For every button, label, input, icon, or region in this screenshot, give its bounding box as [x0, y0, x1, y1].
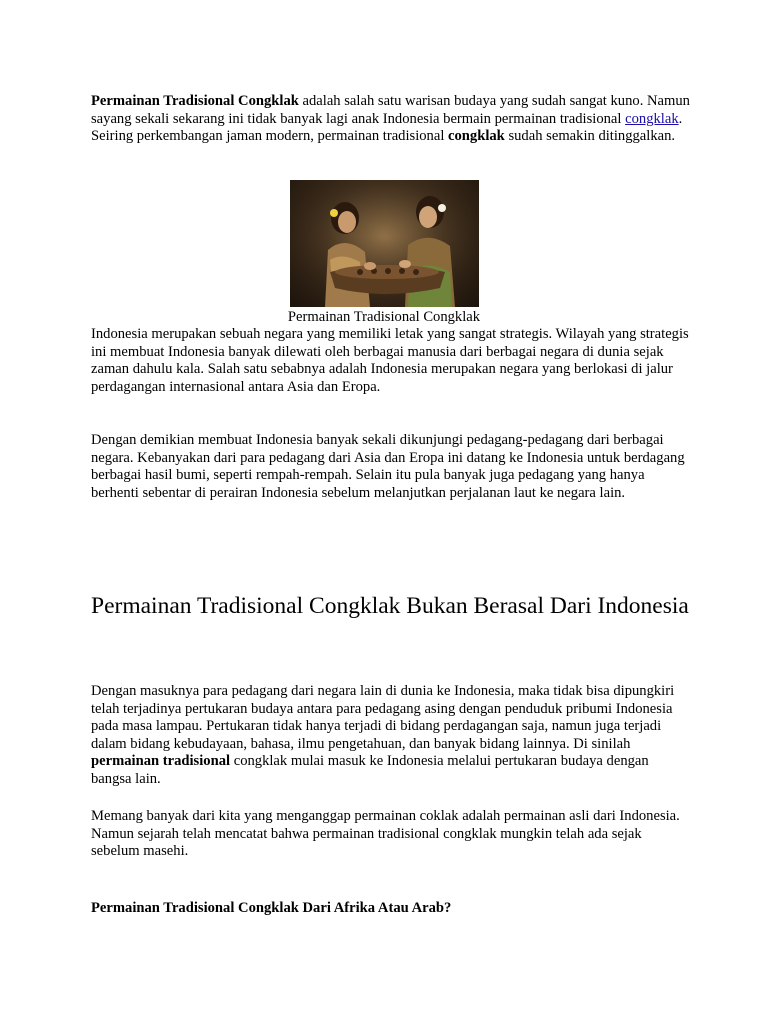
intro-text-3: sudah semakin ditinggalkan.: [504, 128, 676, 145]
congklak-link[interactable]: congklak: [625, 110, 679, 127]
congklak-photo-illustration: [290, 180, 479, 307]
intro-bold-2: congklak: [448, 128, 505, 145]
intro-lead-bold: Permainan Tradisional Congklak: [91, 93, 299, 109]
subsection-heading-africa-arab: Permainan Tradisional Congklak Dari Afrika Atau Arab?: [91, 900, 452, 916]
exchange-bold: permainan tradisional: [91, 753, 231, 770]
congklak-photo: [290, 180, 479, 307]
intro-paragraph: [91, 93, 691, 146]
exchange-text-2: congklak mulai masuk ke Indonesia melalui pertukaran budaya dengan bangsa lain.: [91, 753, 649, 787]
section-heading-origin: Permainan Tradisional Congklak Bukan Berasal Dari Indonesia: [91, 593, 689, 619]
intro-text-1: adalah salah satu warisan budaya yang sudah sangat kuno. Namun sayang sekali sekarang ini tidak banyak lagi anak Indonesia bermain permainan tradisional: [91, 93, 690, 127]
photo-caption: Permainan Tradisional Congklak: [287, 309, 481, 325]
paragraph-history: Memang banyak dari kita yang menganggap permainan coklak adalah permainan asli dari Indonesia. Namun sejarah telah mencatat bahwa permainan tradisional congklak mungkin telah ada sejak sebelum masehi.: [91, 808, 680, 860]
intro-text-2: . Seiring perkembangan jaman modern, permainan tradisional: [91, 110, 683, 145]
paragraph-traders: Dengan demikian membuat Indonesia banyak sekali dikunjungi pedagang-pedagang dari berbagai negara. Kebanyakan dari para pedagang dari Asia dan Eropa ini datang ke Indonesia untuk berdagang berbagai hasil bumi, seperti rempah-rempah. Selain itu pula banyak juga pedagang yang hanya berhenti sebentar di perairan Indonesia sebelum melanjutkan perjalanan laut ke negara lain.: [91, 432, 685, 501]
paragraph-cultural-exchange: [91, 683, 691, 789]
paragraph-location: Indonesia merupakan sebuah negara yang memiliki letak yang sangat strategis. Wilayah yang strategis ini membuat Indonesia banyak dilewati oleh berbagai manusia dari berbagai negara di dunia sejak zaman dahulu kala. Salah satu sebabnya adalah Indonesia merupakan negara yang berlokasi di jalur perdagangan internasional antara Asia dan Eropa.: [91, 326, 689, 395]
exchange-text-1: Dengan masuknya para pedagang dari negara lain di dunia ke Indonesia, maka tidak bisa dipungkiri telah terjadinya pertukaran budaya antara para pedagang asing dengan penduduk pribumi Indonesia pada masa lampau. Pertukaran tidak hanya terjadi di bidang perdagangan saja, namun juga terjadi dalam bidang kebudayaan, bahasa, ilmu pengetahuan, dan banyak bidang lainnya. Di sinilah: [91, 683, 675, 752]
